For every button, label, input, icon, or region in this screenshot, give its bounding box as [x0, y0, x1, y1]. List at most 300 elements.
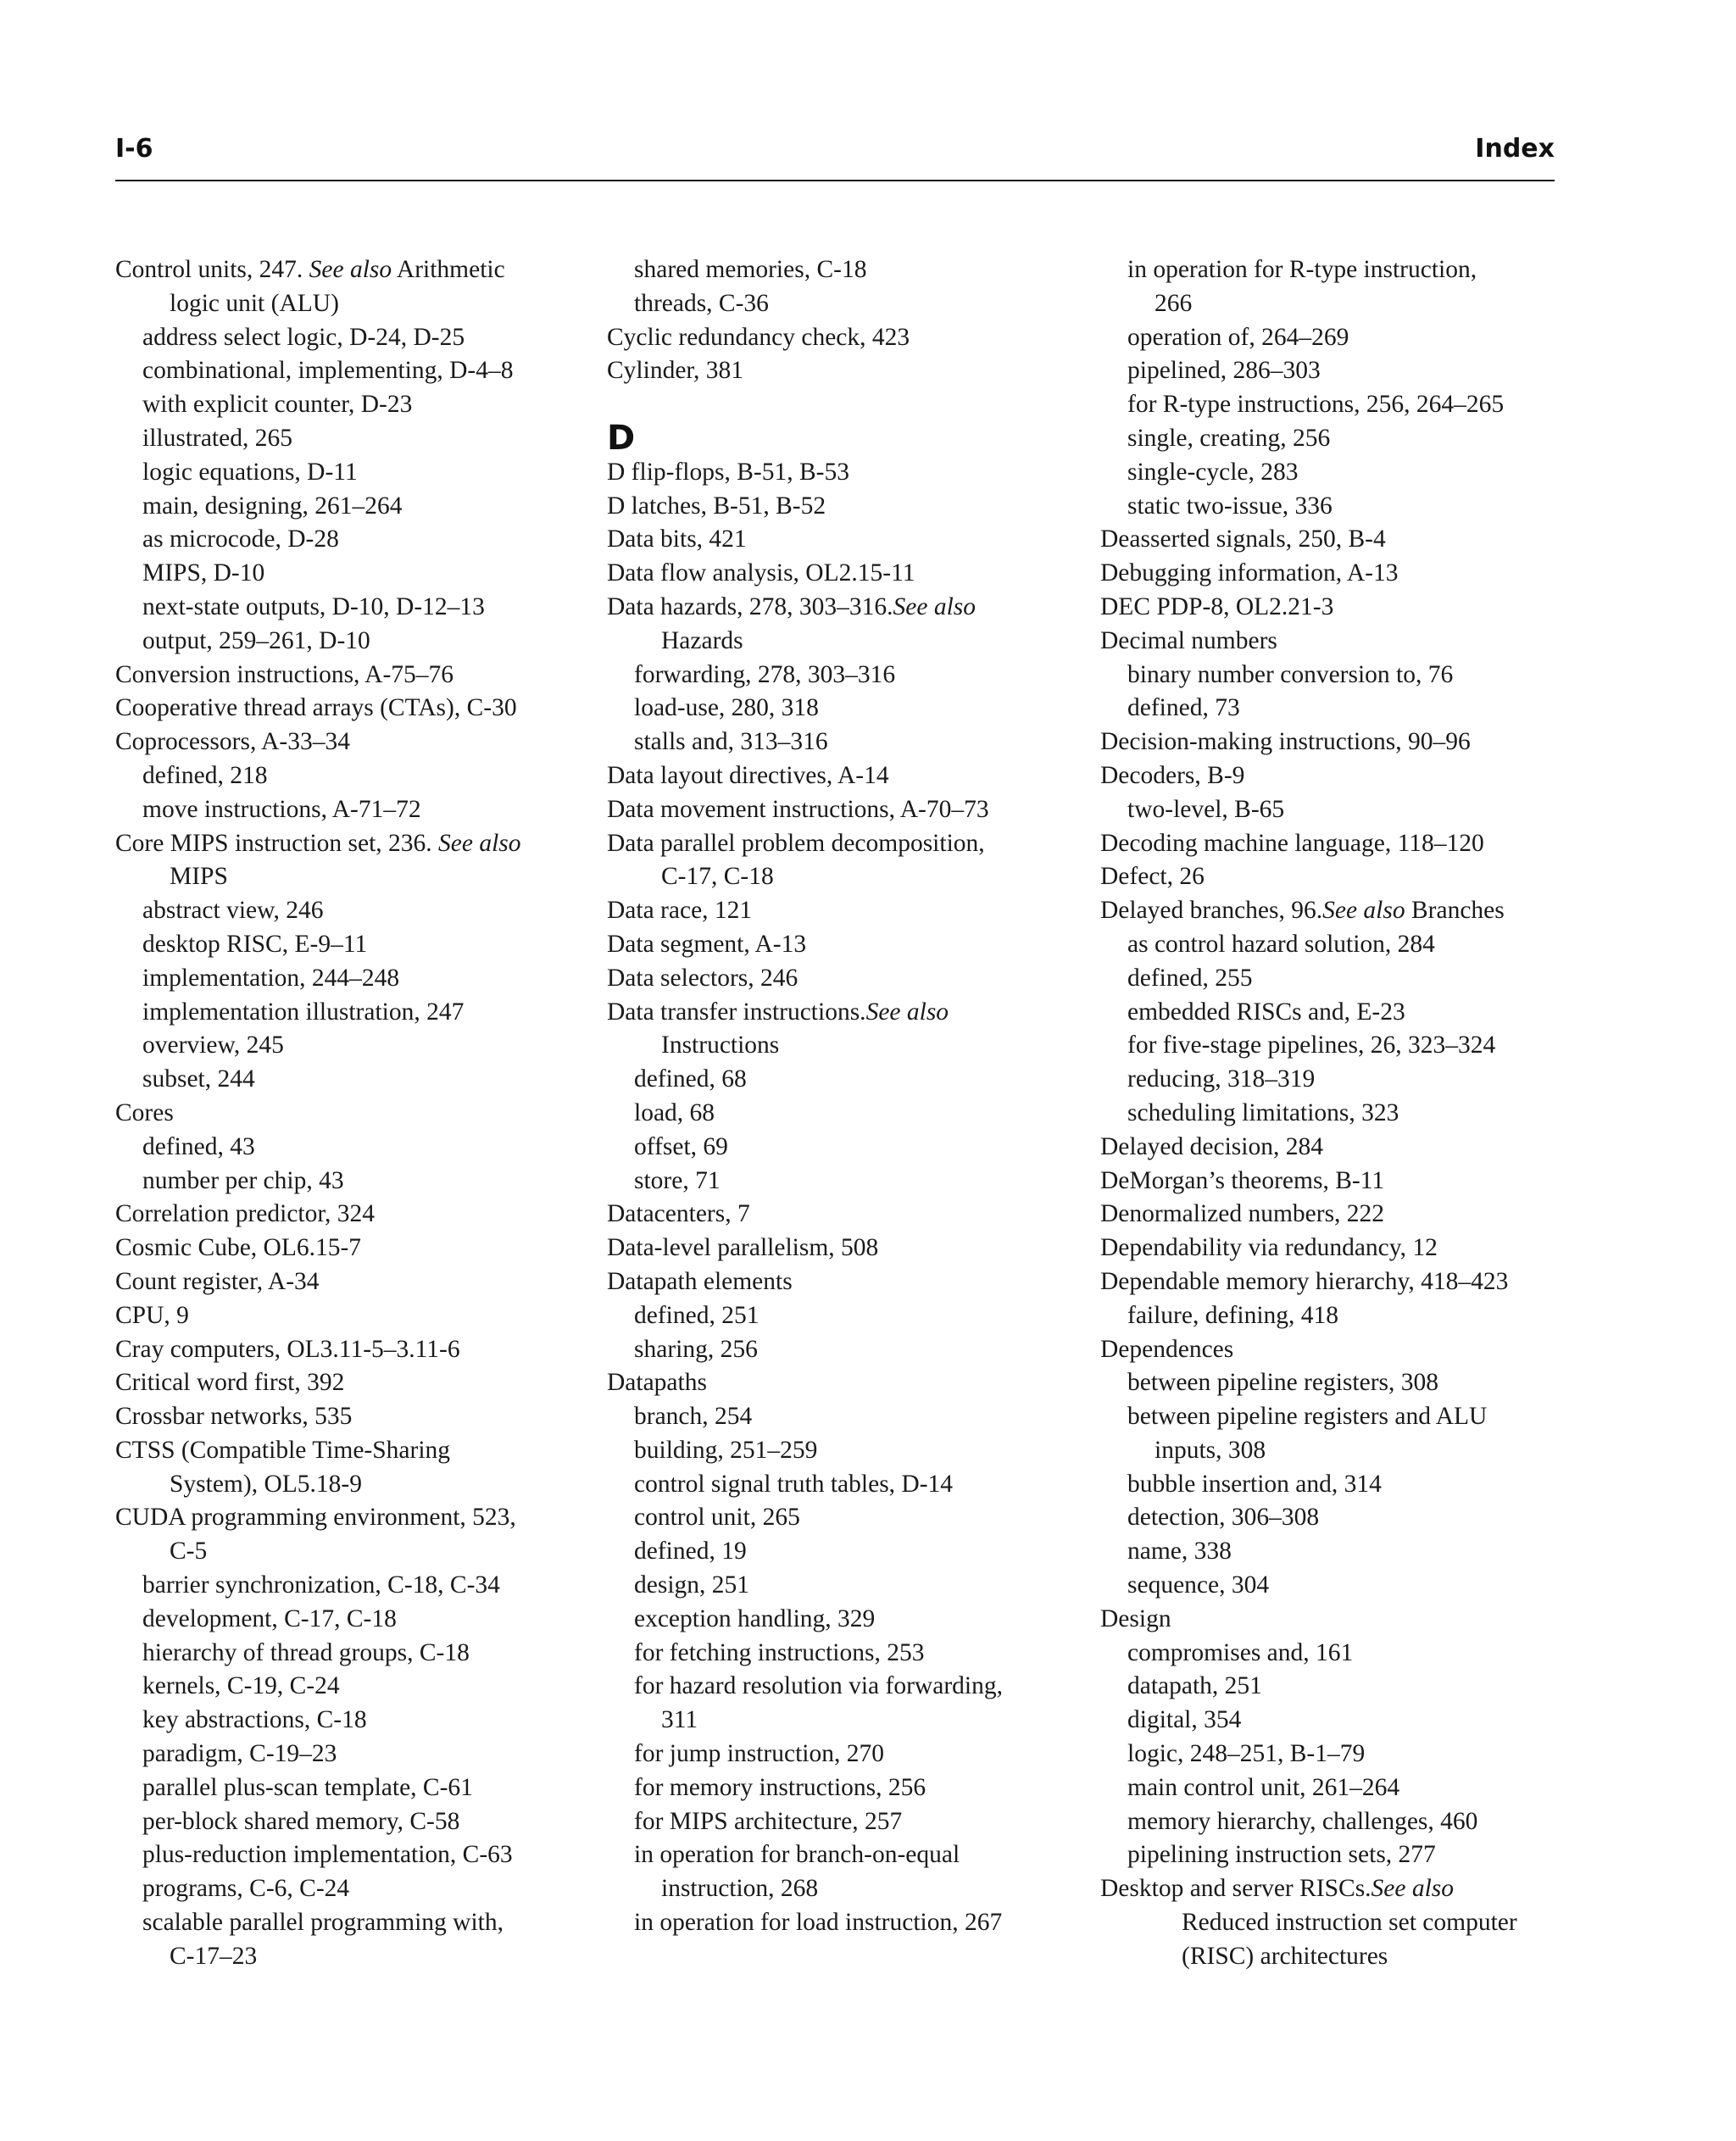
entry-text: Data race, 121	[607, 897, 753, 925]
index-entry	[115, 692, 590, 726]
index-subentry	[1100, 321, 1575, 355]
see-also-target: Branches	[1405, 897, 1505, 925]
index-subentry	[115, 388, 590, 422]
index-subentry	[607, 1704, 1099, 1738]
index-entry	[607, 894, 1099, 928]
index-subentry	[1100, 1097, 1575, 1131]
entry-text: pipelining instruction sets, 277	[1127, 1841, 1436, 1869]
index-subentry	[607, 1333, 1099, 1367]
index-subentry	[115, 591, 590, 625]
index-subentry	[1100, 456, 1575, 490]
entry-text: plus-reduction implementation, C-63	[142, 1841, 513, 1869]
entry-text: between pipeline registers, 308	[1127, 1369, 1438, 1397]
entry-text: logic unit (ALU)	[170, 289, 339, 317]
index-entry	[1100, 523, 1575, 557]
entry-text: implementation illustration, 247	[142, 998, 465, 1026]
entry-text: number per chip, 43	[142, 1166, 344, 1194]
entry-text: Control units, 247.	[115, 256, 309, 283]
page-number: I-6	[115, 134, 153, 164]
entry-text: per-block shared memory, C-58	[142, 1807, 460, 1835]
index-subentry	[607, 1805, 1099, 1839]
index-column-3	[1100, 253, 1575, 1974]
index-entry	[607, 1265, 1099, 1299]
entry-text: logic, 248–251, B-1–79	[1127, 1740, 1366, 1768]
index-subentry	[115, 996, 590, 1030]
entry-text: Critical word first, 392	[115, 1369, 345, 1397]
index-subentry	[607, 1400, 1099, 1434]
entry-text: Cray computers, OL3.11-5–3.11-6	[115, 1335, 460, 1363]
index-entry	[1100, 1872, 1575, 1906]
entry-text: datapath, 251	[1127, 1672, 1262, 1700]
entry-text: Datapaths	[607, 1369, 707, 1397]
index-subentry	[1100, 1771, 1575, 1805]
entry-text: defined, 68	[634, 1065, 747, 1093]
entry-text: for R-type instructions, 256, 264–265	[1127, 391, 1505, 419]
entry-text: implementation, 244–248	[142, 964, 400, 992]
index-subentry	[115, 1637, 590, 1671]
index-entry	[1100, 1265, 1575, 1299]
index-subentry	[1100, 1569, 1575, 1603]
index-subentry	[607, 1771, 1099, 1805]
index-subentry	[115, 1603, 590, 1637]
index-entry	[1100, 591, 1575, 625]
index-subentry	[607, 860, 1099, 894]
entry-text: D latches, B-51, B-52	[607, 492, 826, 520]
see-also-reference: See also	[865, 998, 949, 1026]
entry-text: Data bits, 421	[607, 526, 747, 553]
entry-text: C-17, C-18	[661, 863, 774, 891]
index-subentry	[607, 1501, 1099, 1535]
header-rule	[115, 180, 1555, 181]
entry-text: Cyclic redundancy check, 423	[607, 323, 910, 351]
see-also-reference: See also	[309, 256, 392, 283]
index-subentry	[607, 1670, 1099, 1704]
entry-text: Decision-making instructions, 90–96	[1100, 728, 1471, 756]
index-entry	[607, 523, 1099, 557]
index-entry	[115, 1198, 590, 1232]
entry-text: load-use, 280, 318	[634, 694, 819, 722]
entry-text: branch, 254	[634, 1403, 753, 1431]
index-entry	[115, 726, 590, 759]
index-subentry	[1100, 692, 1575, 726]
index-entry	[607, 456, 1099, 490]
entry-text: for memory instructions, 256	[634, 1773, 926, 1801]
see-also-target: Arithmetic	[392, 256, 505, 283]
entry-text: Defect, 26	[1100, 863, 1205, 891]
entry-text: in operation for R-type instruction,	[1127, 256, 1477, 283]
index-subentry	[115, 962, 590, 996]
entry-text: Deasserted signals, 250, B-4	[1100, 526, 1386, 553]
index-subentry	[115, 1468, 590, 1502]
entry-text: kernels, C-19, C-24	[142, 1672, 340, 1700]
entry-text: exception handling, 329	[634, 1604, 876, 1632]
index-subentry	[1100, 1501, 1575, 1535]
see-also-reference: See also	[1371, 1875, 1455, 1903]
index-subentry	[607, 659, 1099, 692]
index-subentry	[115, 625, 590, 659]
index-subentry	[115, 759, 590, 793]
entry-text: main, designing, 261–264	[142, 492, 403, 520]
index-subentry	[607, 1063, 1099, 1097]
index-entry	[1100, 1131, 1575, 1165]
entry-text: Datacenters, 7	[607, 1200, 750, 1228]
entry-text: (RISC) architectures	[1182, 1942, 1388, 1970]
entry-text: DeMorgan’s theorems, B-11	[1100, 1166, 1385, 1194]
entry-text: Decoders, B-9	[1100, 761, 1245, 789]
entry-text: sequence, 304	[1127, 1571, 1270, 1599]
index-subentry	[115, 354, 590, 388]
entry-text: Desktop and server RISCs.	[1100, 1875, 1372, 1903]
index-subentry	[115, 1805, 590, 1839]
index-subentry	[607, 1637, 1099, 1671]
index-entry	[115, 1232, 590, 1265]
index-subentry	[1100, 287, 1575, 321]
entry-text: defined, 255	[1127, 964, 1253, 992]
entry-text: Data movement instructions, A-70–73	[607, 795, 989, 823]
index-subentry	[1100, 1299, 1575, 1333]
entry-text: Dependences	[1100, 1335, 1234, 1363]
index-entry	[607, 490, 1099, 524]
index-subentry	[607, 1535, 1099, 1569]
entry-text: memory hierarchy, challenges, 460	[1127, 1807, 1478, 1835]
index-subentry	[1100, 1704, 1575, 1738]
entry-text: embedded RISCs and, E-23	[1127, 998, 1405, 1026]
index-entry	[115, 1097, 590, 1131]
entry-text: design, 251	[634, 1571, 750, 1599]
entry-text: System), OL5.18-9	[170, 1470, 362, 1498]
index-subentry	[115, 1704, 590, 1738]
index-column-2	[607, 253, 1099, 1940]
entry-text: illustrated, 265	[142, 424, 292, 452]
index-entry	[1100, 860, 1575, 894]
index-subentry	[1100, 1670, 1575, 1704]
index-entry	[1100, 1232, 1575, 1265]
entry-text: Design	[1100, 1604, 1171, 1632]
index-entry	[1100, 894, 1575, 928]
entry-text: CPU, 9	[115, 1301, 189, 1329]
index-subentry	[607, 726, 1099, 759]
index-subentry	[1100, 793, 1575, 827]
index-entry	[607, 759, 1099, 793]
index-subentry	[115, 1165, 590, 1198]
entry-text: desktop RISC, E-9–11	[142, 930, 368, 958]
entry-text: name, 338	[1127, 1538, 1232, 1565]
index-subentry	[115, 422, 590, 456]
entry-text: Conversion instructions, A-75–76	[115, 660, 454, 688]
entry-text: for MIPS architecture, 257	[634, 1807, 903, 1835]
index-subentry	[115, 1940, 590, 1974]
entry-text: Data selectors, 246	[607, 964, 798, 992]
see-also-reference: See also	[893, 592, 976, 620]
index-entry	[1100, 1198, 1575, 1232]
entry-text: with explicit counter, D-23	[142, 391, 413, 419]
index-entry	[607, 321, 1099, 355]
index-entry	[1100, 1603, 1575, 1637]
entry-text: move instructions, A-71–72	[142, 795, 421, 823]
entry-text: address select logic, D-24, D-25	[142, 323, 465, 351]
index-entry	[607, 827, 1099, 861]
index-entry	[607, 996, 1099, 1030]
entry-text: between pipeline registers and ALU	[1127, 1403, 1488, 1431]
index-subentry	[1100, 1400, 1575, 1434]
index-subentry	[607, 1603, 1099, 1637]
index-subentry	[115, 1771, 590, 1805]
index-subentry	[1100, 962, 1575, 996]
index-subentry	[1100, 1535, 1575, 1569]
entry-text: offset, 69	[634, 1132, 728, 1160]
entry-text: operation of, 264–269	[1127, 323, 1349, 351]
entry-text: Data layout directives, A-14	[607, 761, 889, 789]
index-subentry	[607, 1131, 1099, 1165]
entry-text: two-level, B-65	[1127, 795, 1285, 823]
entry-text: single-cycle, 283	[1127, 458, 1299, 486]
entry-text: key abstractions, C-18	[142, 1706, 367, 1734]
index-entry	[115, 1434, 590, 1468]
entry-text: Coprocessors, A-33–34	[115, 728, 350, 756]
entry-text: as microcode, D-28	[142, 526, 339, 553]
entry-text: Datapath elements	[607, 1267, 793, 1295]
entry-text: for fetching instructions, 253	[634, 1638, 925, 1666]
index-subentry	[115, 490, 590, 524]
entry-text: main control unit, 261–264	[1127, 1773, 1400, 1801]
entry-text: 311	[661, 1706, 698, 1734]
entry-text: Delayed branches, 96.	[1100, 897, 1323, 925]
entry-text: Correlation predictor, 324	[115, 1200, 376, 1228]
index-subentry	[1100, 1838, 1575, 1872]
index-entry	[607, 1366, 1099, 1400]
index-subentry	[1100, 490, 1575, 524]
index-subentry	[115, 557, 590, 591]
index-subentry	[115, 1131, 590, 1165]
entry-text: digital, 354	[1127, 1706, 1242, 1734]
index-subentry	[1100, 354, 1575, 388]
entry-text: scheduling limitations, 323	[1127, 1098, 1399, 1126]
index-subentry	[115, 1569, 590, 1603]
index-subentry	[1100, 659, 1575, 692]
entry-text: defined, 43	[142, 1132, 255, 1160]
entry-text: C-17–23	[170, 1942, 258, 1970]
entry-text: static two-issue, 336	[1127, 492, 1333, 520]
entry-text: pipelined, 286–303	[1127, 357, 1321, 385]
entry-text: Cooperative thread arrays (CTAs), C-30	[115, 694, 517, 722]
index-subentry	[1100, 1805, 1575, 1839]
index-subentry	[607, 1569, 1099, 1603]
entry-text: Cosmic Cube, OL6.15-7	[115, 1234, 362, 1262]
index-subentry	[1100, 1029, 1575, 1063]
entry-text: single, creating, 256	[1127, 424, 1331, 452]
running-header-title: Index	[1475, 134, 1555, 164]
entry-text: instruction, 268	[661, 1875, 819, 1903]
entry-text: Crossbar networks, 535	[115, 1403, 353, 1431]
entry-text: threads, C-36	[634, 289, 769, 317]
index-entry	[607, 557, 1099, 591]
index-subentry	[607, 1029, 1099, 1063]
entry-text: subset, 244	[142, 1065, 255, 1093]
entry-text: defined, 73	[1127, 694, 1240, 722]
index-entry	[1100, 557, 1575, 591]
entry-text: D flip-flops, B-51, B-53	[607, 458, 849, 486]
entry-text: development, C-17, C-18	[142, 1604, 397, 1632]
index-subentry	[607, 1097, 1099, 1131]
index-subentry	[1100, 1366, 1575, 1400]
entry-text: Data hazards, 278, 303–316.	[607, 592, 893, 620]
index-entry	[607, 591, 1099, 625]
entry-text: abstract view, 246	[142, 897, 324, 925]
index-subentry	[115, 793, 590, 827]
entry-text: barrier synchronization, C-18, C-34	[142, 1571, 500, 1599]
entry-text: scalable parallel programming with,	[142, 1909, 504, 1937]
entry-text: logic equations, D-11	[142, 458, 358, 486]
index-entry	[115, 1366, 590, 1400]
index-entry	[1100, 1333, 1575, 1367]
index-entry	[607, 962, 1099, 996]
index-subentry	[115, 1738, 590, 1771]
index-subentry	[607, 1299, 1099, 1333]
entry-text: control signal truth tables, D-14	[634, 1470, 954, 1498]
index-entry	[1100, 726, 1575, 759]
index-subentry	[1100, 253, 1575, 287]
index-subentry	[607, 1906, 1099, 1940]
index-subentry	[115, 1063, 590, 1097]
index-subentry	[115, 1535, 590, 1569]
entry-text: in operation for load instruction, 267	[634, 1909, 1003, 1937]
index-subentry	[115, 1906, 590, 1940]
index-subentry	[1100, 422, 1575, 456]
entry-text: Reduced instruction set computer	[1182, 1909, 1517, 1937]
entry-text: Delayed decision, 284	[1100, 1132, 1323, 1160]
entry-text: programs, C-6, C-24	[142, 1875, 350, 1903]
entry-text: Cores	[115, 1098, 174, 1126]
entry-text: Decoding machine language, 118–120	[1100, 829, 1484, 857]
index-subentry	[607, 1838, 1099, 1872]
entry-text: Data-level parallelism, 508	[607, 1234, 879, 1262]
entry-text: Denormalized numbers, 222	[1100, 1200, 1385, 1228]
index-entry	[1100, 625, 1575, 659]
entry-text: reducing, 318–319	[1127, 1065, 1316, 1093]
entry-text: failure, defining, 418	[1127, 1301, 1339, 1329]
entry-text: CTSS (Compatible Time-Sharing	[115, 1436, 451, 1464]
entry-text: detection, 306–308	[1127, 1504, 1320, 1532]
index-entry	[115, 1333, 590, 1367]
index-entry	[607, 793, 1099, 827]
index-subentry	[1100, 1738, 1575, 1771]
index-entry	[1100, 1165, 1575, 1198]
index-subentry	[1100, 1637, 1575, 1671]
entry-text: MIPS	[170, 863, 228, 891]
index-entry	[115, 253, 590, 287]
index-subentry	[607, 1434, 1099, 1468]
index-subentry	[115, 287, 590, 321]
index-subentry	[607, 253, 1099, 287]
index-subentry	[607, 1872, 1099, 1906]
index-subentry	[607, 1738, 1099, 1771]
index-subentry	[607, 1468, 1099, 1502]
index-subentry	[115, 1872, 590, 1906]
index-subentry	[1100, 1468, 1575, 1502]
entry-text: hierarchy of thread groups, C-18	[142, 1638, 470, 1666]
index-subentry	[115, 860, 590, 894]
entry-text: defined, 19	[634, 1538, 747, 1565]
index-subentry	[115, 894, 590, 928]
entry-text: DEC PDP-8, OL2.21-3	[1100, 592, 1334, 620]
section-letter: D	[607, 419, 636, 459]
index-entry	[607, 354, 1099, 388]
entry-text: Debugging information, A-13	[1100, 559, 1399, 587]
index-subentry	[1100, 1940, 1575, 1974]
entry-text: forwarding, 278, 303–316	[634, 660, 896, 688]
entry-text: Dependability via redundancy, 12	[1100, 1234, 1438, 1262]
index-subentry	[1100, 1906, 1575, 1940]
index-entry	[115, 1265, 590, 1299]
index-subentry	[115, 1838, 590, 1872]
index-subentry	[607, 625, 1099, 659]
index-entry	[607, 1232, 1099, 1265]
index-subentry	[607, 1165, 1099, 1198]
index-entry	[1100, 759, 1575, 793]
entry-text: 266	[1155, 289, 1193, 317]
entry-text: output, 259–261, D-10	[142, 626, 370, 654]
entry-text: for jump instruction, 270	[634, 1740, 884, 1768]
index-subentry	[115, 456, 590, 490]
entry-text: building, 251–259	[634, 1436, 818, 1464]
entry-text: Data parallel problem decomposition,	[607, 829, 985, 857]
index-subentry	[607, 692, 1099, 726]
entry-text: defined, 251	[634, 1301, 760, 1329]
index-entry	[115, 827, 590, 861]
entry-text: for five-stage pipelines, 26, 323–324	[1127, 1032, 1496, 1059]
index-subentry	[1100, 996, 1575, 1030]
entry-text: load, 68	[634, 1098, 715, 1126]
entry-text: for hazard resolution via forwarding,	[634, 1672, 1003, 1700]
entry-text: Decimal numbers	[1100, 626, 1277, 654]
index-subentry	[115, 1670, 590, 1704]
entry-text: Data flow analysis, OL2.15-11	[607, 559, 915, 587]
entry-text: Hazards	[661, 626, 743, 654]
entry-text: Data segment, A-13	[607, 930, 807, 958]
entry-text: compromises and, 161	[1127, 1638, 1354, 1666]
see-also-reference: See also	[438, 829, 521, 857]
index-subentry	[115, 523, 590, 557]
index-entry	[607, 1198, 1099, 1232]
entry-text: CUDA programming environment, 523,	[115, 1504, 516, 1532]
index-subentry	[607, 287, 1099, 321]
entry-text: C-5	[170, 1538, 208, 1565]
entry-text: shared memories, C-18	[634, 256, 867, 283]
entry-text: binary number conversion to, 76	[1127, 660, 1454, 688]
entry-text: bubble insertion and, 314	[1127, 1470, 1382, 1498]
entry-text: Cylinder, 381	[607, 357, 744, 385]
entry-text: combinational, implementing, D-4–8	[142, 357, 514, 385]
index-entry	[1100, 827, 1575, 861]
entry-text: Instructions	[661, 1032, 780, 1059]
entry-text: control unit, 265	[634, 1504, 800, 1532]
index-subentry	[115, 321, 590, 355]
index-entry	[115, 1400, 590, 1434]
entry-text: Data transfer instructions.	[607, 998, 866, 1026]
index-entry	[115, 659, 590, 692]
entry-text: inputs, 308	[1155, 1436, 1266, 1464]
index-subentry	[1100, 928, 1575, 962]
index-subentry	[1100, 1063, 1575, 1097]
entry-text: parallel plus-scan template, C-61	[142, 1773, 473, 1801]
entry-text: next-state outputs, D-10, D-12–13	[142, 592, 485, 620]
index-subentry	[115, 1029, 590, 1063]
see-also-reference: See also	[1322, 897, 1405, 925]
entry-text: as control hazard solution, 284	[1127, 930, 1435, 958]
entry-text: in operation for branch-on-equal	[634, 1841, 960, 1869]
entry-text: paradigm, C-19–23	[142, 1740, 337, 1768]
index-entry	[115, 1299, 590, 1333]
